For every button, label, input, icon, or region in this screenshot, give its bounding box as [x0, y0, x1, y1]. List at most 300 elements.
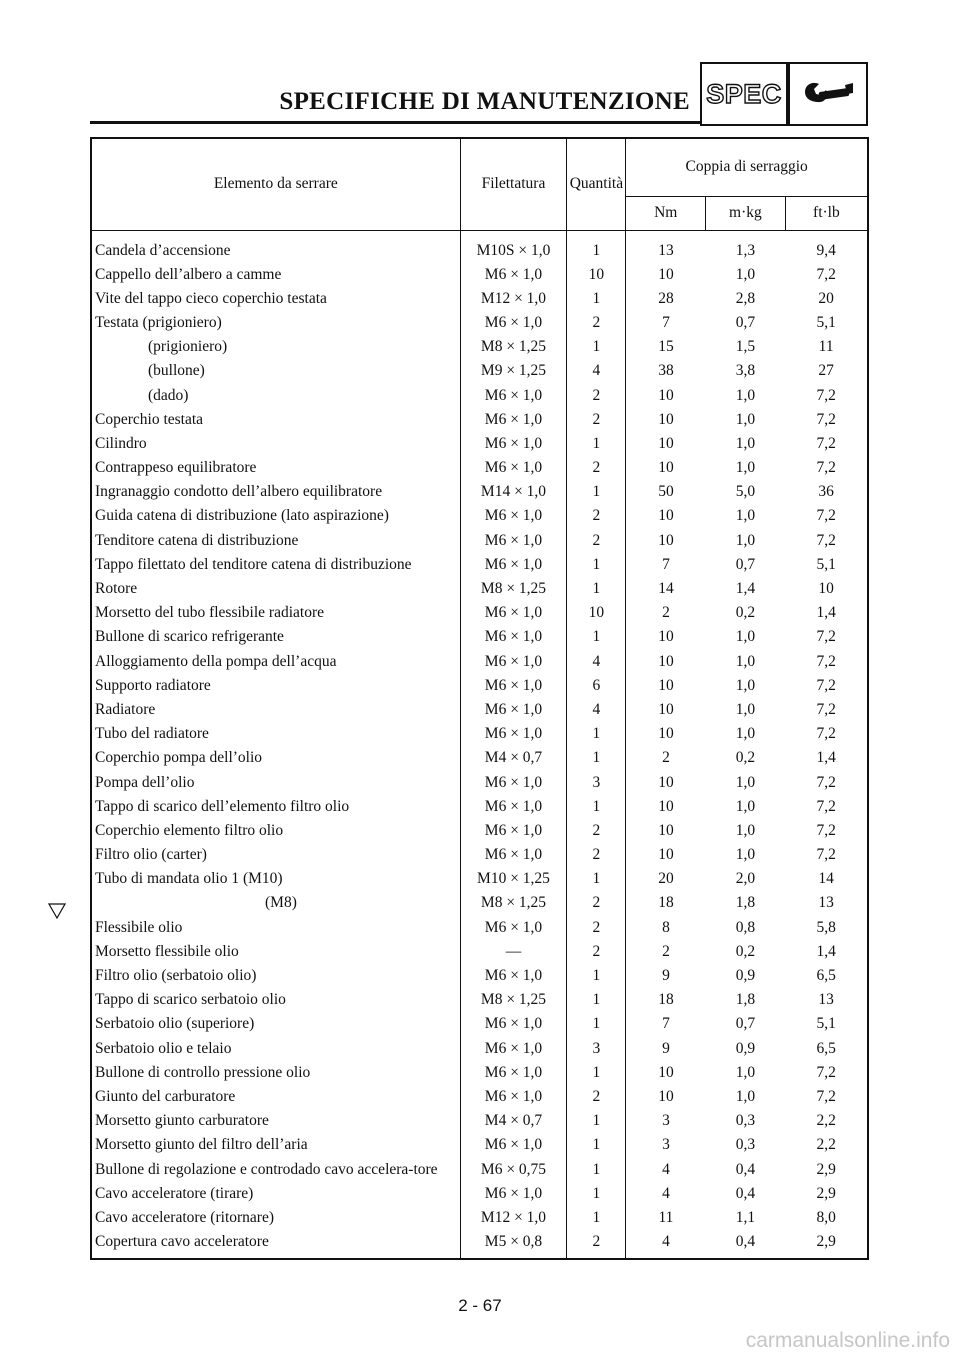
table-row: [91, 456, 868, 480]
cell-ftlb: 27: [818, 362, 834, 380]
cell-element: Cilindro: [91, 432, 460, 456]
table-row: [91, 335, 868, 359]
table-row: [91, 1133, 868, 1157]
cell-ftlb: 13: [818, 894, 834, 912]
cell-mkg: 0,7: [735, 313, 756, 331]
cell-thread: M6 × 1,0: [460, 1061, 567, 1085]
cell-nm: 3: [662, 1112, 670, 1130]
cell-element-text: (prigioniero): [148, 338, 228, 356]
table-row: [91, 698, 868, 722]
cell-quantity: 1: [567, 722, 626, 746]
cell-nm: 15: [658, 338, 674, 356]
table-row: [91, 625, 868, 649]
cell-nm: 10: [658, 410, 674, 428]
cell-quantity: 1: [567, 432, 626, 456]
cell-element: Morsetto flessibile olio: [91, 940, 460, 964]
cell-quantity: 4: [567, 359, 626, 383]
cell-element: Tappo di scarico serbatoio olio: [91, 988, 460, 1012]
cell-ftlb: 7,2: [816, 1063, 836, 1081]
cell-ftlb: 8,0: [816, 1208, 836, 1226]
cell-quantity: 1: [567, 577, 626, 601]
cell-quantity: 1: [567, 1133, 626, 1157]
cell-mkg: 1,0: [735, 628, 756, 646]
cell-nm: 10: [658, 386, 674, 404]
cell-element-text: (dado): [148, 386, 189, 404]
cell-thread: M6 × 1,0: [460, 553, 567, 577]
cell-quantity: 4: [567, 650, 626, 674]
cell-quantity: 1: [567, 1182, 626, 1206]
cell-element: Guida catena di distribuzione (lato aspirazione): [91, 504, 460, 528]
cell-element: Cappello dell’albero a camme: [91, 263, 460, 287]
cell-quantity: 2: [567, 1230, 626, 1259]
cell-nm: 18: [658, 991, 674, 1009]
cell-ftlb: 1,4: [816, 749, 836, 767]
cell-ftlb: 2,9: [816, 1184, 836, 1202]
cell-nm: 8: [662, 918, 670, 936]
cell-element: Bullone di regolazione e controdado cavo accelera-tore: [91, 1157, 460, 1181]
cell-element: Coperchio elemento filtro olio: [91, 819, 460, 843]
cell-thread: M6 × 1,0: [460, 964, 567, 988]
table-row: [91, 359, 868, 383]
cell-element: Morsetto giunto del filtro dell’aria: [91, 1133, 460, 1157]
cell-ftlb: 2,2: [816, 1112, 836, 1130]
cell-mkg: 1,0: [735, 1063, 756, 1081]
cell-ftlb: 7,2: [816, 725, 836, 743]
cell-mkg: 1,0: [735, 531, 756, 549]
cell-ftlb: 5,8: [816, 918, 836, 936]
spec-label: SPEC: [706, 78, 782, 109]
cell-element: Candela d’accensione: [91, 230, 460, 263]
cell-element: Tappo di scarico dell’elemento filtro olio: [91, 795, 460, 819]
cell-thread: M5 × 0,8: [460, 1230, 567, 1259]
cell-element: Pompa dell’olio: [91, 770, 460, 794]
cell-ftlb: 13: [818, 991, 834, 1009]
cell-mkg: 1,0: [735, 821, 756, 839]
cell-nm: 7: [662, 1015, 670, 1033]
table-row: [91, 964, 868, 988]
cell-nm: 10: [658, 700, 674, 718]
cell-element: Coperchio testata: [91, 408, 460, 432]
cell-element: Serbatoio olio (superiore): [91, 1012, 460, 1036]
cell-thread: —: [460, 940, 567, 964]
cell-quantity: 2: [567, 529, 626, 553]
cell-ftlb: 6,5: [816, 1039, 836, 1057]
cell-ftlb: 1,4: [816, 942, 836, 960]
cell-nm: 10: [658, 1087, 674, 1105]
cell-element: [91, 891, 460, 915]
cell-element: Testata (prigioniero): [91, 311, 460, 335]
cell-mkg: 1,0: [735, 459, 756, 477]
cell-mkg: 0,2: [735, 749, 756, 767]
cell-mkg: 0,2: [735, 942, 756, 960]
table-row: [91, 601, 868, 625]
cell-ftlb: 7,2: [816, 434, 836, 452]
cell-mkg: 2,8: [735, 289, 756, 307]
cell-quantity: 1: [567, 964, 626, 988]
cell-ftlb: 14: [818, 870, 834, 888]
cell-nm: 9: [662, 967, 670, 985]
cell-mkg: 1,0: [735, 725, 756, 743]
cell-ftlb: 7,2: [816, 628, 836, 646]
cell-element: [91, 383, 460, 407]
cell-quantity: 1: [567, 1109, 626, 1133]
cell-quantity: 1: [567, 988, 626, 1012]
cell-quantity: 3: [567, 1037, 626, 1061]
cell-nm: 4: [662, 1184, 670, 1202]
cell-mkg: 0,2: [735, 604, 756, 622]
cell-mkg: 1,8: [735, 991, 756, 1009]
table-row: [91, 1206, 868, 1230]
cell-ftlb: 7,2: [816, 531, 836, 549]
cell-thread: M8 × 1,25: [460, 577, 567, 601]
cell-element-text: (bullone): [148, 362, 205, 380]
cell-thread: M6 × 1,0: [460, 432, 567, 456]
page-header: [90, 62, 868, 124]
cell-mkg: 1,0: [735, 434, 756, 452]
cell-mkg: 0,9: [735, 1039, 756, 1057]
cell-mkg: 1,4: [735, 580, 756, 598]
table-row: [91, 843, 868, 867]
cell-nm: 7: [662, 555, 670, 573]
table-row: [91, 916, 868, 940]
table-row: [91, 1109, 868, 1133]
cell-mkg: 0,7: [735, 1015, 756, 1033]
cell-nm: 18: [658, 894, 674, 912]
cell-thread: M6 × 1,0: [460, 770, 567, 794]
table-row: [91, 287, 868, 311]
cell-quantity: 2: [567, 891, 626, 915]
cell-thread: M8 × 1,25: [460, 335, 567, 359]
cell-quantity: 2: [567, 940, 626, 964]
table-row: [91, 1061, 868, 1085]
cell-element: Vite del tappo cieco coperchio testata: [91, 287, 460, 311]
cell-nm: 10: [658, 652, 674, 670]
cell-element: Filtro olio (serbatoio olio): [91, 964, 460, 988]
table-row: [91, 311, 868, 335]
cell-nm: 10: [658, 821, 674, 839]
cell-element: Tubo del radiatore: [91, 722, 460, 746]
table-row: [91, 230, 868, 263]
cell-nm: 2: [662, 749, 670, 767]
header-torque: Coppia di serraggio: [626, 138, 868, 196]
cell-ftlb: 7,2: [816, 821, 836, 839]
cell-ftlb: 7,2: [816, 386, 836, 404]
cell-thread: M4 × 0,7: [460, 1109, 567, 1133]
cell-mkg: 1,0: [735, 410, 756, 428]
cell-nm: 13: [658, 241, 674, 259]
cell-mkg: 1,0: [735, 846, 756, 864]
cell-thread: M6 × 1,0: [460, 529, 567, 553]
table-row: [91, 1012, 868, 1036]
cell-ftlb: 7,2: [816, 265, 836, 283]
cell-mkg: 1,3: [735, 241, 756, 259]
cell-ftlb: 5,1: [816, 555, 836, 573]
cell-mkg: 0,9: [735, 967, 756, 985]
table-row: [91, 432, 868, 456]
cell-ftlb: 9,4: [816, 241, 836, 259]
cell-quantity: 1: [567, 480, 626, 504]
table-row: [91, 891, 868, 915]
cell-thread: M6 × 0,75: [460, 1157, 567, 1181]
cell-thread: M14 × 1,0: [460, 480, 567, 504]
cell-thread: M6 × 1,0: [460, 1133, 567, 1157]
cell-ftlb: 6,5: [816, 967, 836, 985]
cell-element: Rotore: [91, 577, 460, 601]
cell-mkg: 1,0: [735, 797, 756, 815]
cell-quantity: 1: [567, 867, 626, 891]
cell-thread: M6 × 1,0: [460, 1012, 567, 1036]
cell-ftlb: 7,2: [816, 773, 836, 791]
cell-quantity: 10: [567, 601, 626, 625]
cell-thread: M8 × 1,25: [460, 988, 567, 1012]
cell-thread: M9 × 1,25: [460, 359, 567, 383]
cell-mkg: 0,8: [735, 918, 756, 936]
cell-nm: 2: [662, 604, 670, 622]
cell-element: Filtro olio (carter): [91, 843, 460, 867]
cell-mkg: 1,0: [735, 265, 756, 283]
cell-thread: M6 × 1,0: [460, 650, 567, 674]
cell-element: Coperchio pompa dell’olio: [91, 746, 460, 770]
table-row: [91, 553, 868, 577]
cell-quantity: 2: [567, 408, 626, 432]
wrench-icon: [801, 79, 855, 109]
cell-thread: M6 × 1,0: [460, 795, 567, 819]
cell-quantity: 1: [567, 553, 626, 577]
cell-element: Radiatore: [91, 698, 460, 722]
cell-quantity: 1: [567, 287, 626, 311]
cell-quantity: 2: [567, 916, 626, 940]
cell-nm: 10: [658, 459, 674, 477]
cell-thread: M6 × 1,0: [460, 263, 567, 287]
watermark: carmanualsonline.info: [745, 1329, 950, 1352]
cell-mkg: 0,4: [735, 1160, 756, 1178]
table-row: [91, 529, 868, 553]
cell-thread: M6 × 1,0: [460, 916, 567, 940]
cell-thread: M6 × 1,0: [460, 456, 567, 480]
header-thread: Filettatura: [460, 138, 567, 230]
cell-nm: 10: [658, 773, 674, 791]
cell-ftlb: 7,2: [816, 1087, 836, 1105]
cell-quantity: 2: [567, 383, 626, 407]
cell-element: Tubo di mandata olio 1 (M10): [91, 867, 460, 891]
cell-thread: M6 × 1,0: [460, 383, 567, 407]
cell-thread: M6 × 1,0: [460, 722, 567, 746]
header-ftlb: ft·lb: [785, 196, 868, 230]
cell-ftlb: 10: [818, 580, 834, 598]
cell-ftlb: 5,1: [816, 1015, 836, 1033]
cell-nm: 9: [662, 1039, 670, 1057]
cell-nm: 50: [658, 483, 674, 501]
cell-thread: M6 × 1,0: [460, 819, 567, 843]
cell-element: Cavo acceleratore (ritornare): [91, 1206, 460, 1230]
header-mkg: m·kg: [706, 196, 786, 230]
cell-nm: 38: [658, 362, 674, 380]
cell-quantity: 1: [567, 746, 626, 770]
cell-element: Morsetto giunto carburatore: [91, 1109, 460, 1133]
cell-mkg: 0,3: [735, 1136, 756, 1154]
cell-ftlb: 2,9: [816, 1233, 836, 1251]
cell-thread: M4 × 0,7: [460, 746, 567, 770]
cell-mkg: 1,0: [735, 507, 756, 525]
cell-mkg: 1,1: [735, 1208, 756, 1226]
cell-mkg: 1,5: [735, 338, 756, 356]
cell-ftlb: 7,2: [816, 797, 836, 815]
cell-mkg: 5,0: [735, 483, 756, 501]
cell-nm: 3: [662, 1136, 670, 1154]
table-row: [91, 795, 868, 819]
cell-quantity: 6: [567, 674, 626, 698]
cell-element: Contrappeso equilibratore: [91, 456, 460, 480]
cell-ftlb: 20: [818, 289, 834, 307]
table-row: [91, 770, 868, 794]
table-row: [91, 1182, 868, 1206]
cell-ftlb: 2,9: [816, 1160, 836, 1178]
cell-nm: 10: [658, 846, 674, 864]
cell-thread: M12 × 1,0: [460, 287, 567, 311]
cell-element: Tenditore catena di distribuzione: [91, 529, 460, 553]
cell-element: Supporto radiatore: [91, 674, 460, 698]
cell-element: Flessibile olio: [91, 916, 460, 940]
cell-ftlb: 7,2: [816, 652, 836, 670]
cell-mkg: 0,4: [735, 1184, 756, 1202]
table-row: [91, 1157, 868, 1181]
cell-element: Bullone di controllo pressione olio: [91, 1061, 460, 1085]
torque-spec-table: [90, 137, 869, 1260]
cell-quantity: 1: [567, 1012, 626, 1036]
cell-ftlb: 5,1: [816, 313, 836, 331]
cell-quantity: 2: [567, 311, 626, 335]
cell-thread: M6 × 1,0: [460, 674, 567, 698]
cell-element: Cavo acceleratore (tirare): [91, 1182, 460, 1206]
cell-nm: 10: [658, 1063, 674, 1081]
cell-ftlb: 7,2: [816, 846, 836, 864]
cell-mkg: 1,8: [735, 894, 756, 912]
cell-nm: 10: [658, 797, 674, 815]
cell-element: Serbatoio olio e telaio: [91, 1037, 460, 1061]
cell-mkg: 1,0: [735, 700, 756, 718]
cell-nm: 28: [658, 289, 674, 307]
table-row: [91, 722, 868, 746]
cell-quantity: 1: [567, 795, 626, 819]
cell-thread: M6 × 1,0: [460, 408, 567, 432]
cell-nm: 10: [658, 725, 674, 743]
cell-mkg: 2,0: [735, 870, 756, 888]
cell-thread: M6 × 1,0: [460, 504, 567, 528]
table-row: [91, 988, 868, 1012]
table-row: [91, 1037, 868, 1061]
table-row: [91, 263, 868, 287]
tool-badge: [788, 62, 868, 126]
cell-thread: M10 × 1,25: [460, 867, 567, 891]
cell-thread: M12 × 1,0: [460, 1206, 567, 1230]
cell-quantity: 1: [567, 230, 626, 263]
spec-badge: [700, 62, 788, 126]
cell-thread: M6 × 1,0: [460, 311, 567, 335]
cell-element: Giunto del carburatore: [91, 1085, 460, 1109]
cell-quantity: 10: [567, 263, 626, 287]
cell-thread: M8 × 1,25: [460, 891, 567, 915]
table-row: [91, 650, 868, 674]
cell-quantity: 1: [567, 1061, 626, 1085]
cell-ftlb: 7,2: [816, 676, 836, 694]
header-nm: Nm: [626, 196, 706, 230]
cell-ftlb: 36: [818, 483, 834, 501]
table-row: [91, 408, 868, 432]
table-body: [91, 230, 868, 1259]
cell-thread: M6 × 1,0: [460, 1037, 567, 1061]
cell-nm: 10: [658, 434, 674, 452]
cell-quantity: 1: [567, 1157, 626, 1181]
table-row: [91, 480, 868, 504]
table-row: [91, 1230, 868, 1259]
cell-ftlb: 7,2: [816, 410, 836, 428]
table-row: [91, 819, 868, 843]
cell-quantity: 2: [567, 819, 626, 843]
cell-nm: 20: [658, 870, 674, 888]
cell-ftlb: 1,4: [816, 604, 836, 622]
cell-thread: M6 × 1,0: [460, 601, 567, 625]
table-row: [91, 577, 868, 601]
triangle-warning-icon: [48, 903, 66, 919]
cell-mkg: 3,8: [735, 362, 756, 380]
cell-element: [91, 359, 460, 383]
table-row: [91, 867, 868, 891]
cell-ftlb: 7,2: [816, 459, 836, 477]
cell-nm: 10: [658, 507, 674, 525]
cell-element: [91, 335, 460, 359]
cell-quantity: 2: [567, 456, 626, 480]
cell-nm: 4: [662, 1160, 670, 1178]
cell-ftlb: 7,2: [816, 507, 836, 525]
cell-thread: M6 × 1,0: [460, 625, 567, 649]
cell-ftlb: 7,2: [816, 700, 836, 718]
cell-nm: 14: [658, 580, 674, 598]
cell-ftlb: 2,2: [816, 1136, 836, 1154]
table-row: [91, 746, 868, 770]
cell-thread: M6 × 1,0: [460, 1182, 567, 1206]
cell-mkg: 0,3: [735, 1112, 756, 1130]
cell-nm: 10: [658, 265, 674, 283]
cell-mkg: 1,0: [735, 773, 756, 791]
cell-nm: 4: [662, 1233, 670, 1251]
cell-element: Alloggiamento della pompa dell’acqua: [91, 650, 460, 674]
cell-mkg: 0,7: [735, 555, 756, 573]
cell-quantity: 1: [567, 1206, 626, 1230]
cell-nm: 2: [662, 942, 670, 960]
cell-quantity: 4: [567, 698, 626, 722]
cell-nm: 11: [658, 1208, 674, 1226]
cell-element: Ingranaggio condotto dell’albero equilibratore: [91, 480, 460, 504]
cell-mkg: 1,0: [735, 676, 756, 694]
cell-nm: 10: [658, 676, 674, 694]
page-number: 2 - 67: [458, 1296, 502, 1315]
cell-thread: M6 × 1,0: [460, 698, 567, 722]
cell-quantity: 2: [567, 504, 626, 528]
cell-thread: M10S × 1,0: [460, 230, 567, 263]
cell-mkg: 0,4: [735, 1233, 756, 1251]
cell-quantity: 1: [567, 625, 626, 649]
table-row: [91, 1085, 868, 1109]
table-row: [91, 383, 868, 407]
cell-element: Morsetto del tubo flessibile radiatore: [91, 601, 460, 625]
header-element: Elemento da serrare: [91, 138, 460, 230]
cell-ftlb: 11: [818, 338, 834, 356]
table-row: [91, 674, 868, 698]
cell-thread: M6 × 1,0: [460, 1085, 567, 1109]
table-row: [91, 940, 868, 964]
cell-element: Tappo filettato del tenditore catena di distribuzione: [91, 553, 460, 577]
cell-quantity: 1: [567, 335, 626, 359]
